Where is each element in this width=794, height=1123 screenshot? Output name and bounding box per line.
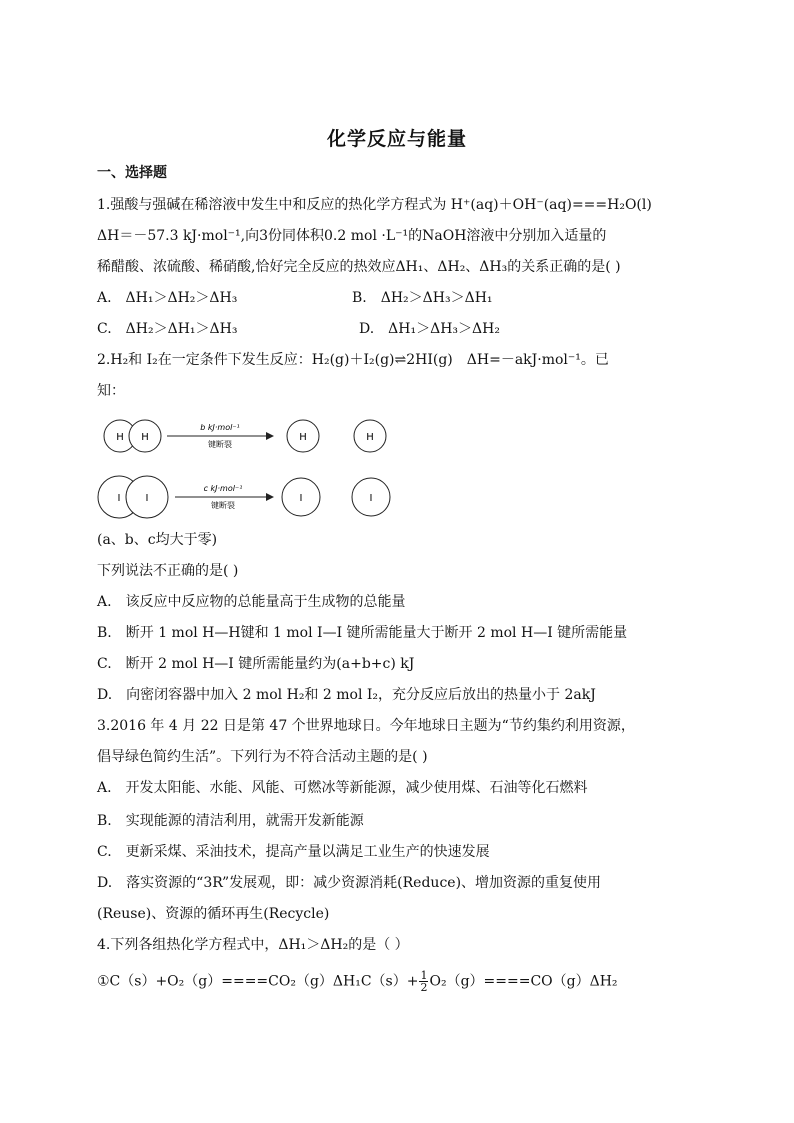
page-title: 化学反应与能量 (326, 128, 467, 150)
q3-option-a[interactable]: A. 开发太阳能、水能、风能、可燃冰等新能源，减少使用煤、石油等化石燃料 (97, 780, 588, 796)
q1-option-a[interactable]: A. ΔH₁＞ΔH₂＞ΔH₃ (97, 290, 238, 306)
q2-line1: 2.H₂和 I₂在一定条件下发生反应：H₂(g)＋I₂(g)⇌2HI(g) ΔH=－akJ·mol⁻¹。已 (97, 352, 609, 368)
h-atom-label: H (116, 432, 124, 443)
q1-line3: 稀醋酸、浓硫酸、稀硝酸,恰好完全反应的热效应ΔH₁、ΔH₂、ΔH₃的关系正确的是( ) (97, 259, 621, 275)
i-atom-label: I (299, 493, 303, 504)
q1-line1: 1.强酸与强碱在稀溶液中发生中和反应的热化学方程式为 H⁺(aq)＋OH⁻(aq)===H₂O(l) (97, 197, 652, 213)
bond-break-label: 键断裂 (208, 440, 232, 449)
q4-equation (97, 970, 697, 1000)
q3-line1: 3.2016 年 4 月 22 日是第 47 个世界地球日。今年地球日主题为“节约集约利用资源， (97, 718, 635, 734)
h-atom-label: H (299, 432, 307, 443)
q1-options-row1 (97, 288, 697, 308)
i2-molecule (98, 476, 168, 518)
q2-line2: 知： (97, 383, 125, 399)
q2-option-c[interactable]: C. 断开 2 mol H—I 键所需能量约为(a+b+c) kJ (97, 656, 415, 672)
section-heading: 一、选择题 (97, 165, 167, 181)
q4-eq-part2: O₂（g）====CO（g）ΔH₂ (429, 973, 618, 990)
bond-break-label: 键断裂 (211, 501, 235, 510)
q1-option-d[interactable]: D. ΔH₁＞ΔH₃＞ΔH₂ (359, 321, 500, 337)
h-atom-label: H (141, 432, 149, 443)
h-atom-label: H (366, 432, 374, 443)
q3-option-b[interactable]: B. 实现能源的清洁利用，就需开发新能源 (97, 813, 364, 829)
q2-stem: 下列说法不正确的是( ) (97, 563, 239, 579)
energy-c-label: c kJ·mol⁻¹ (203, 484, 243, 493)
q3-line2: 倡导绿色简约生活”。下列行为不符合活动主题的是( ) (97, 749, 428, 765)
q2-option-b[interactable]: B. 断开 1 mol H—H键和 1 mol I—I 键所需能量大于断开 2 mol H—I 键所需能量 (97, 625, 628, 641)
q1-option-c[interactable]: C. ΔH₂＞ΔH₁＞ΔH₃ (97, 321, 238, 337)
q2-note: (a、b、c均大于零) (97, 532, 218, 548)
i-atom-label: I (369, 493, 373, 504)
bond-breaking-diagram (97, 410, 397, 525)
q2-option-d[interactable]: D. 向密闭容器中加入 2 mol H₂和 2 mol I₂，充分反应后放出的热量小于 2akJ (97, 687, 596, 703)
q1-line2: ΔH＝－57.3 kJ·mol⁻¹,向3份同体积0.2 mol ·L⁻¹的NaOH溶液中分别加入适量的 (97, 228, 607, 244)
half-fraction (419, 970, 428, 993)
q2-option-a[interactable]: A. 该反应中反应物的总能量高于生成物的总能量 (97, 594, 406, 610)
q3-option-d-cont: (Reuse)、资源的循环再生(Recycle) (97, 906, 330, 922)
q4-eq-part1: ①C（s）+O₂（g）====CO₂（g）ΔH₁C（s）+ (97, 973, 419, 990)
q1-option-b[interactable]: B. ΔH₂＞ΔH₃＞ΔH₁ (352, 290, 493, 306)
fraction-numerator: 1 (420, 969, 428, 982)
q3-option-d[interactable]: D. 落实资源的“3R”发展观，即：减少资源消耗(Reduce)、增加资源的重复使用 (97, 875, 602, 891)
h2-molecule (104, 420, 161, 452)
fraction-denominator: 2 (420, 981, 428, 994)
q1-options-row2 (97, 319, 697, 339)
i-atom-label: I (145, 493, 149, 504)
energy-b-label: b kJ·mol⁻¹ (200, 423, 240, 432)
q3-option-c[interactable]: C. 更新采煤、采油技术，提高产量以满足工业生产的快速发展 (97, 844, 490, 860)
q4-line1: 4.下列各组热化学方程式中，ΔH₁＞ΔH₂的是（ ） (97, 937, 409, 953)
i-atom-label: I (117, 493, 121, 504)
